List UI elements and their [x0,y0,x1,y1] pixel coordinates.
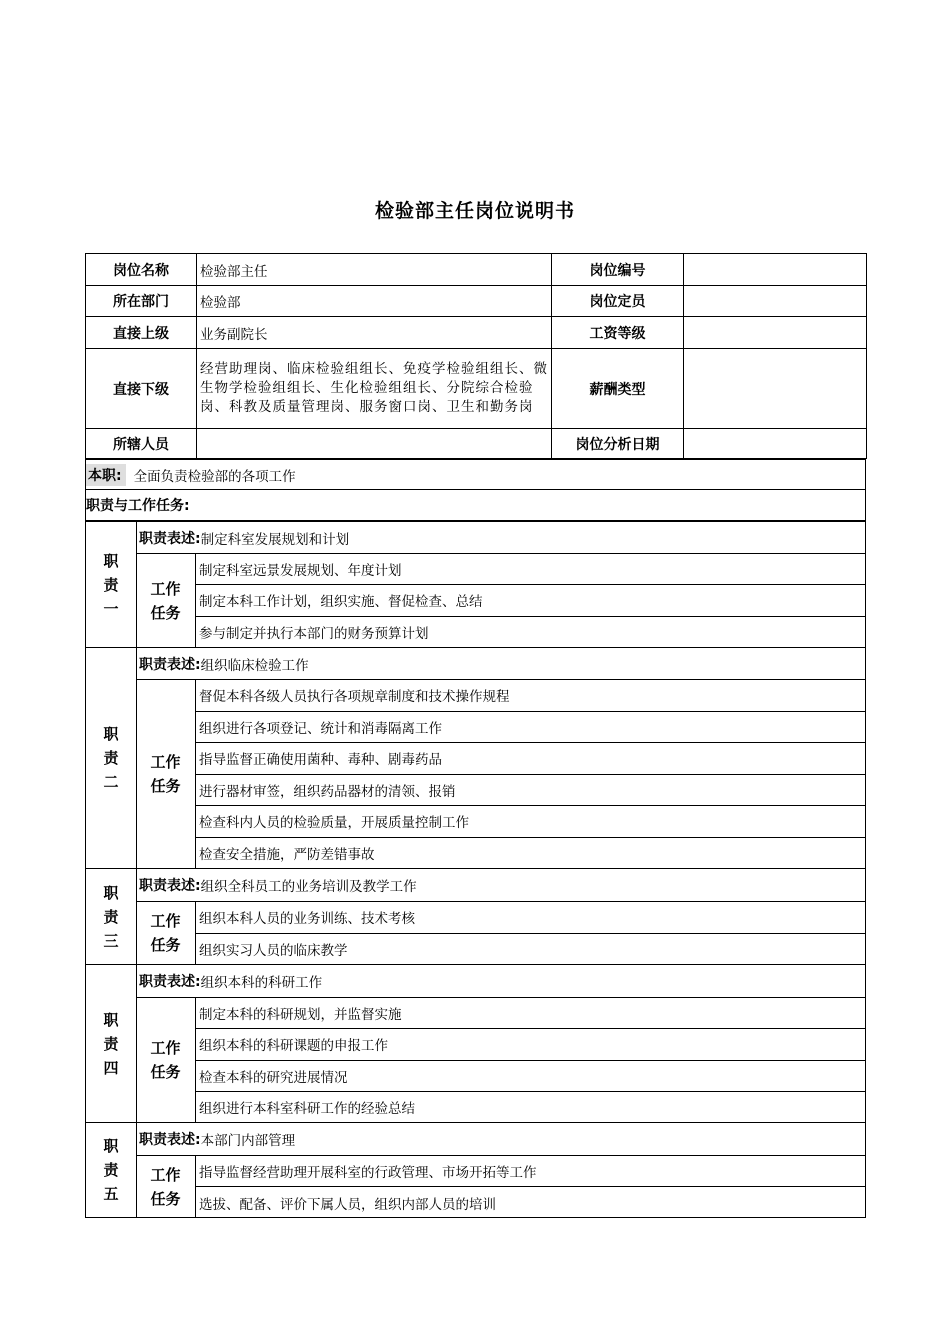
task-label [136,680,196,868]
task-item: 指导监督经营助理开展科室的行政管理、市场开拓等工作 [196,1156,865,1187]
task-item: 组织进行本科室科研工作的经验总结 [199,1101,415,1118]
main-duty-text: 全面负责检验部的各项工作 [133,468,296,485]
duty-label [86,522,137,647]
salary-grade-label: 工资等级 [552,317,684,349]
subordinates-value: 经营助理岗、临床检验组组长、免疫学检验组组长、微生物学检验组组长、生化检验组组长、分院综合检验岗、科教及质量管理岗、服务窗口岗、卫生和勤务岗 [197,349,552,429]
task-item: 组织实习人员的临床教学 [199,943,348,960]
duty-description [136,648,865,680]
superior-value: 业务副院长 [197,317,552,349]
duty-description-text: 本部门内部管理 [200,1133,296,1149]
duty-label-char: 四 [103,1058,119,1077]
task-item: 制定本科的科研规划，并监督实施 [196,998,865,1029]
duty-label-char: 职 [103,1137,119,1155]
duties-heading: 职责与工作任务: [86,490,865,521]
task-label-line: 工作 [150,753,181,771]
position-no-label: 岗位编号 [552,254,684,286]
duty-label-char: 职 [103,551,119,570]
task-label-line: 工作 [150,579,181,598]
main-duty-label: 本职: [86,464,126,486]
pay-type-label: 薪酬类型 [552,349,684,429]
duty-description [136,869,865,902]
duty-description-text: 组织临床检验工作 [200,657,309,674]
task-label-line: 任务 [150,777,181,795]
duty-description-text: 制定科室发展规划和计划 [200,531,350,548]
department-value: 检验部 [197,286,552,317]
duty-description [136,522,865,554]
task-item: 检查科内人员的检验质量，开展质量控制工作 [196,806,865,838]
task-label [136,1156,196,1217]
salary-grade-value [684,317,867,349]
duty-label-char: 职 [103,725,119,743]
duty-label-char: 责 [103,575,119,594]
task-item: 组织本科的科研课题的申报工作 [196,1029,865,1060]
analysis-date-label: 岗位分析日期 [552,429,684,459]
task-item: 参与制定并执行本部门的财务预算计划 [199,626,429,643]
task-label-line: 任务 [150,936,181,954]
main-duty-row [86,458,865,490]
task-label-line: 工作 [150,912,181,930]
header-table [85,253,867,459]
duty-label [86,965,137,1122]
duty-description-label: 职责表述: [139,1132,201,1148]
duty-label-char: 一 [103,599,119,618]
task-label-line: 任务 [150,1063,181,1081]
task-label [136,998,196,1122]
task-label [136,902,196,964]
task-label-line: 任务 [150,1189,181,1208]
duty-label-char: 职 [103,883,119,902]
duty-description-text: 组织全科员工的业务培训及教学工作 [200,879,417,895]
page-title: 检验部主任岗位说明书 [374,200,575,222]
task-label-line: 工作 [150,1039,181,1057]
duty-label-char: 责 [103,1161,119,1179]
duty-label-char: 责 [103,749,119,767]
task-label-line: 工作 [150,1165,181,1184]
task-item: 督促本科各级人员执行各项规章制度和技术操作规程 [196,680,865,712]
duty-label [86,1123,137,1217]
staff-label: 所辖人员 [86,429,197,459]
headcount-value [684,286,867,317]
department-label: 所在部门 [86,286,197,317]
duty-label-char: 职 [103,1010,119,1029]
staff-value [197,429,552,459]
duty-description-label: 职责表述: [139,530,201,547]
duty-label-char: 责 [103,1034,119,1053]
task-item: 进行器材审签，组织药品器材的清领、报销 [196,775,865,807]
task-item: 制定本科工作计划，组织实施、督促检查、总结 [196,585,865,616]
duty-description-label: 职责表述: [139,656,201,673]
position-no-value [684,254,867,286]
superior-label: 直接上级 [86,317,197,349]
task-item: 指导监督正确使用菌种、毒种、剧毒药品 [196,743,865,775]
duty-label-char: 五 [103,1185,119,1203]
duty-label-char: 责 [103,907,119,926]
position-name-label: 岗位名称 [86,254,197,286]
task-item: 组织进行各项登记、统计和消毒隔离工作 [196,712,865,744]
task-label-line: 任务 [150,603,181,622]
duty-label-char: 三 [103,931,119,950]
duty-description [136,965,865,998]
task-item: 检查安全措施，严防差错事故 [199,847,375,864]
duty-block [86,868,865,964]
task-item: 制定科室远景发展规划、年度计划 [196,554,865,585]
duty-description-text: 组织本科的科研工作 [200,975,323,991]
subordinates-label: 直接下级 [86,349,197,429]
analysis-date-value [684,429,867,459]
duty-block [86,647,865,868]
headcount-label: 岗位定员 [552,286,684,317]
duty-label-char: 二 [103,773,119,791]
duty-block [86,1122,865,1217]
task-item: 选拔、配备、评价下属人员，组织内部人员的培训 [199,1196,496,1213]
duty-block [86,521,865,647]
position-name-value: 检验部主任 [197,254,552,286]
task-item: 组织本科人员的业务训练、技术考核 [196,902,865,934]
pay-type-value [684,349,867,429]
duties-table [85,458,866,1218]
duty-description [136,1123,865,1156]
duty-block [86,964,865,1122]
duty-label [86,648,137,868]
duty-description-label: 职责表述: [139,974,201,990]
task-item: 检查本科的研究进展情况 [196,1061,865,1092]
task-label [136,554,196,647]
duty-label [86,869,137,964]
duty-description-label: 职责表述: [139,878,201,894]
